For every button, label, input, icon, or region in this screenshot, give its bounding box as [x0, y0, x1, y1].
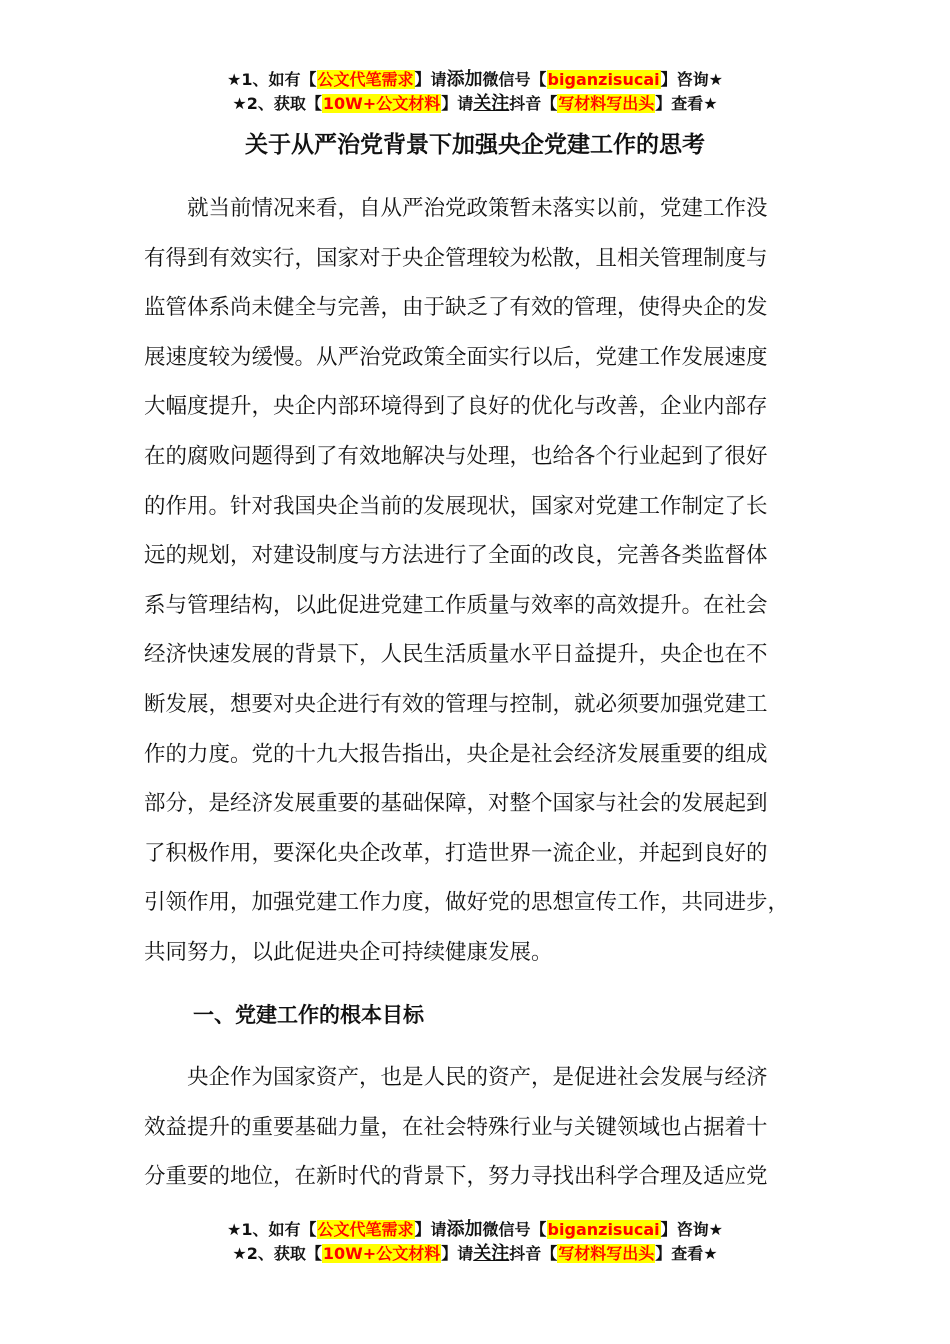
paragraph-line: 央企作为国家资产，也是人民的资产，是促进社会发展与经济 — [144, 1065, 768, 1090]
promo-text: 抖音【 — [509, 1244, 558, 1263]
paragraph-line: 部分，是经济发展重要的基础保障，对整个国家与社会的发展起到 — [144, 791, 768, 817]
promo-text: ★1、如有【 — [227, 70, 317, 89]
paragraph-line: 远的规划，对建设制度与方法进行了全面的改良，完善各类监督体 — [144, 543, 768, 569]
promo-text: 】查看★ — [655, 94, 718, 113]
paragraph-line: 系与管理结构，以此促进党建工作质量与效率的高效提升。在社会 — [144, 592, 768, 618]
promo-emphasis: 添加 — [446, 1219, 483, 1240]
highlight-materials: 10W+公文材料 — [322, 94, 441, 113]
paragraph-line: 就当前情况来看，自从严治党政策暂未落实以前，党建工作没 — [144, 196, 768, 221]
paragraph-line: 了积极作用，要深化央企改革，打造世界一流企业，并起到良好的 — [144, 840, 768, 866]
highlight-douyin-account: 写材料写出头 — [558, 94, 655, 113]
highlight-materials: 10W+公文材料 — [322, 1244, 441, 1263]
promo-text: 】咨询★ — [660, 1220, 723, 1239]
header-promo-banner — [0, 68, 950, 116]
document-title: 关于从严治党背景下加强央企党建工作的思考 — [245, 132, 705, 158]
paragraph-line: 作的力度。党的十九大报告指出，央企是社会经济发展重要的组成 — [144, 741, 768, 767]
promo-text: 微信号【 — [482, 1220, 547, 1239]
paragraph-line: 分重要的地位，在新时代的背景下，努力寻找出科学合理及适应党 — [144, 1164, 768, 1190]
promo-text: 】咨询★ — [660, 70, 723, 89]
paragraph-line: 大幅度提升，央企内部环境得到了良好的优化与改善，企业内部存 — [144, 394, 768, 420]
promo-text: 】请 — [441, 1244, 474, 1263]
promo-text: 】请 — [414, 1220, 447, 1239]
paragraph-line: 监管体系尚未健全与完善，由于缺乏了有效的管理，使得央企的发 — [144, 295, 768, 321]
promo-text: ★1、如有【 — [227, 1220, 317, 1239]
paragraph-line: 经济快速发展的背景下，人民生活质量水平日益提升，央企也在不 — [144, 642, 768, 668]
paragraph-line: 共同努力，以此促进央企可持续健康发展。 — [144, 939, 553, 965]
paragraph-line: 展速度较为缓慢。从严治党政策全面实行以后，党建工作发展速度 — [144, 344, 768, 370]
paragraph-line: 引领作用，加强党建工作力度，做好党的思想宣传工作，共同进步， — [144, 890, 790, 916]
highlight-douyin-account: 写材料写出头 — [558, 1244, 655, 1263]
promo-text: ★2、获取【 — [232, 1244, 322, 1263]
promo-line-1 — [0, 68, 950, 92]
paragraph-line: 效益提升的重要基础力量，在社会特殊行业与关键领域也占据着十 — [144, 1114, 768, 1140]
promo-line-1 — [0, 1218, 950, 1242]
paragraph-line: 在的腐败问题得到了有效地解决与处理，也给各个行业起到了很好 — [144, 443, 768, 469]
body-paragraph-2 — [144, 1053, 806, 1202]
highlight-service: 公文代笔需求 — [317, 70, 414, 89]
promo-text: 】请 — [441, 94, 474, 113]
promo-emphasis: 添加 — [446, 69, 483, 90]
promo-line-2 — [0, 92, 950, 116]
promo-emphasis: 关注 — [473, 1243, 510, 1264]
highlight-wechat-id: biganzisucai — [547, 1220, 660, 1239]
promo-text: 微信号【 — [482, 70, 547, 89]
promo-text: 】请 — [414, 70, 447, 89]
promo-text: 】查看★ — [655, 1244, 718, 1263]
body-paragraph-1 — [144, 184, 806, 978]
promo-emphasis: 关注 — [473, 93, 510, 114]
promo-text: 抖音【 — [509, 94, 558, 113]
paragraph-line: 的作用。针对我国央企当前的发展现状，国家对党建工作制定了长 — [144, 493, 768, 519]
footer-promo-banner — [0, 1218, 950, 1266]
highlight-wechat-id: biganzisucai — [547, 70, 660, 89]
highlight-service: 公文代笔需求 — [317, 1220, 414, 1239]
promo-line-2 — [0, 1242, 950, 1266]
promo-text: ★2、获取【 — [232, 94, 322, 113]
section-heading: 一、党建工作的根本目标 — [193, 1003, 424, 1027]
paragraph-line: 断发展，想要对央企进行有效的管理与控制，就必须要加强党建工 — [144, 691, 768, 717]
paragraph-line: 有得到有效实行，国家对于央企管理较为松散，且相关管理制度与 — [144, 245, 768, 271]
